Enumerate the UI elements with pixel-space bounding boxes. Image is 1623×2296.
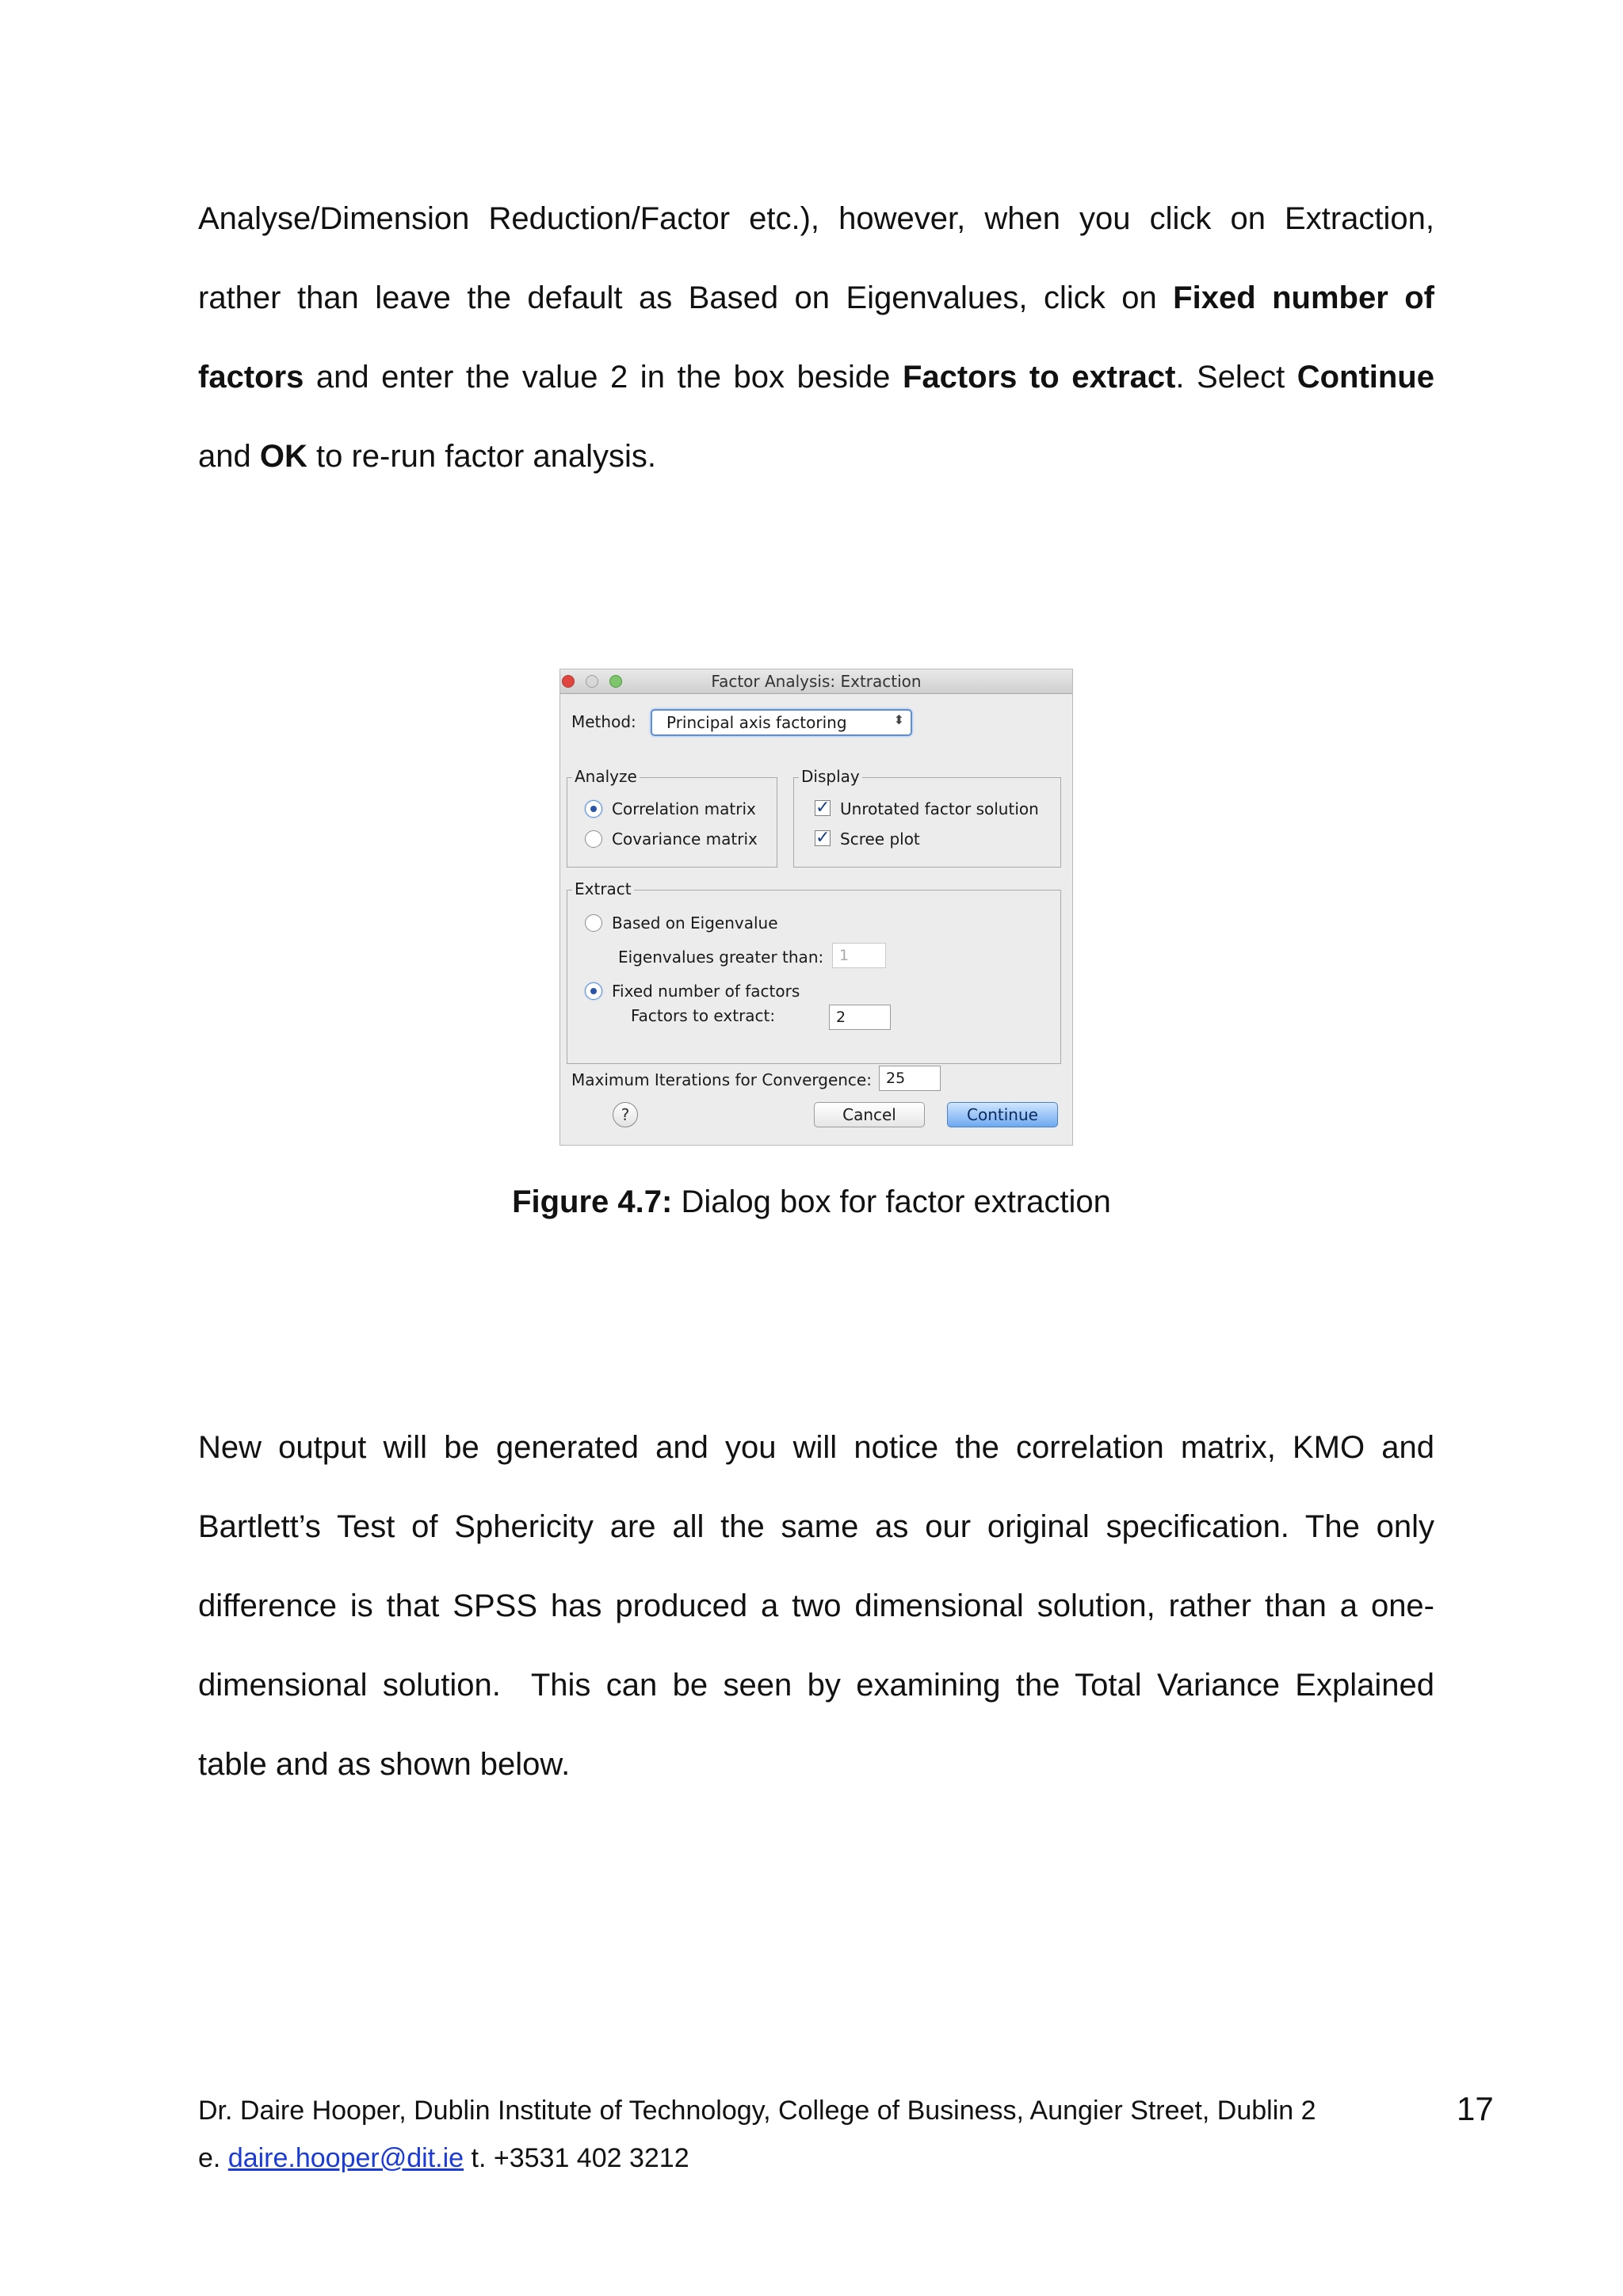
footer-email-link[interactable]: daire.hooper@dit.ie xyxy=(227,2143,464,2173)
bold-text: OK xyxy=(259,439,307,474)
paragraph-line: New output will be generated and you will notice the correlation matrix, KMO and xyxy=(198,1430,1434,1465)
display-group-label: Display xyxy=(799,767,862,786)
figure-caption-label: Figure 4.7: xyxy=(512,1184,673,1219)
paragraph-extraction-instructions xyxy=(198,179,1434,496)
scree-plot-checkbox[interactable]: ✓ xyxy=(815,828,831,848)
text-run: and xyxy=(198,439,260,474)
scree-plot-label: Scree plot xyxy=(840,830,920,849)
correlation-matrix-label: Correlation matrix xyxy=(612,799,756,818)
cancel-button[interactable]: Cancel xyxy=(814,1102,925,1127)
paragraph-line xyxy=(198,338,1434,417)
text-run: rather than leave the default as Based on Eigenvalues, click on xyxy=(198,280,1174,315)
method-select[interactable] xyxy=(651,709,912,736)
analyze-group-label: Analyze xyxy=(572,767,640,786)
correlation-matrix-radio[interactable] xyxy=(585,800,602,818)
paragraph-line xyxy=(198,417,1434,496)
extract-group-label: Extract xyxy=(572,879,634,898)
footer-author-address: Dr. Daire Hooper, Dublin Institute of Technology, College of Business, Aungier Street, Dublin 2 xyxy=(198,2096,1316,2126)
method-select-value: Principal axis factoring xyxy=(666,713,847,732)
text-run: to re-run factor analysis. xyxy=(307,439,657,474)
factor-extraction-dialog xyxy=(559,669,1073,1146)
footer-email-prefix: e. xyxy=(198,2143,228,2173)
eigenvalue-threshold-field[interactable]: 1 xyxy=(832,943,886,968)
bold-text: Fixed number of xyxy=(1173,280,1434,315)
covariance-matrix-label: Covariance matrix xyxy=(612,830,758,849)
eigenvalues-greater-than-label: Eigenvalues greater than: xyxy=(618,948,824,967)
paragraph-line: Analyse/Dimension Reduction/Factor etc.), however, when you click on Extraction, xyxy=(198,201,1434,236)
text-run: . Select xyxy=(1175,360,1297,395)
paragraph-line: table and as shown below. xyxy=(198,1747,571,1782)
footer-phone: t. +3531 402 3212 xyxy=(464,2143,689,2173)
fixed-number-of-factors-label: Fixed number of factors xyxy=(612,982,800,1001)
factors-to-extract-label: Factors to extract: xyxy=(631,1006,776,1025)
paragraph-line: dimensional solution. This can be seen by examining the Total Variance Explained xyxy=(198,1668,1434,1703)
footer-contact xyxy=(198,2143,689,2174)
analyze-group xyxy=(567,767,777,868)
help-icon[interactable]: ? xyxy=(613,1102,638,1127)
figure-caption xyxy=(0,1184,1623,1220)
paragraph-new-output xyxy=(198,1408,1434,1804)
figure-caption-text: Dialog box for factor extraction xyxy=(672,1184,1111,1219)
dialog-title: Factor Analysis: Extraction xyxy=(711,672,922,691)
paragraph-line: difference is that SPSS has produced a two dimensional solution, rather than a one- xyxy=(198,1589,1434,1623)
bold-text: factors xyxy=(198,360,304,395)
based-on-eigenvalue-radio[interactable] xyxy=(585,914,602,932)
bold-text: Factors to extract xyxy=(902,360,1176,395)
fixed-number-of-factors-radio[interactable] xyxy=(585,982,602,1000)
bold-text: Continue xyxy=(1296,360,1434,395)
unrotated-solution-checkbox[interactable]: ✓ xyxy=(815,798,831,818)
max-iterations-label: Maximum Iterations for Convergence: xyxy=(571,1070,872,1089)
unrotated-solution-label: Unrotated factor solution xyxy=(840,799,1039,818)
factors-to-extract-field[interactable]: 2 xyxy=(829,1005,891,1030)
dialog-titlebar xyxy=(560,669,1072,694)
page-number: 17 xyxy=(1457,2090,1494,2127)
text-run: and enter the value 2 in the box beside xyxy=(304,360,903,395)
continue-button[interactable]: Continue xyxy=(947,1102,1058,1127)
method-label: Method: xyxy=(571,712,636,731)
extract-group xyxy=(567,879,1061,1064)
based-on-eigenvalue-label: Based on Eigenvalue xyxy=(612,913,778,933)
paragraph-line: Bartlett’s Test of Sphericity are all the same as our original specification. The only xyxy=(198,1509,1434,1544)
paragraph-line xyxy=(198,258,1434,338)
display-group xyxy=(793,767,1061,868)
max-iterations-field[interactable]: 25 xyxy=(879,1066,941,1091)
covariance-matrix-radio[interactable] xyxy=(585,830,602,848)
chevron-updown-icon: ⬍ xyxy=(893,712,904,727)
